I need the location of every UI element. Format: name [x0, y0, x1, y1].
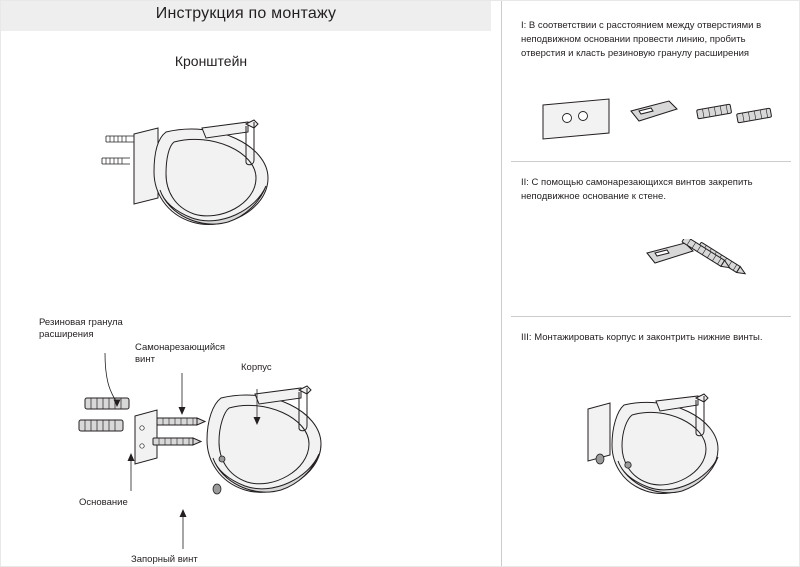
page-subtitle: Кронштейн — [174, 53, 248, 69]
page-title: Инструкция по монтажу — [155, 5, 337, 22]
step-3-text: III: Монтажировать корпус и законтрить нижние винты. — [521, 332, 763, 343]
label-locking-screw: Запорный винт — [131, 554, 198, 565]
step-1-text: I: В соответствии с расстоянием между отверстиями в неподвижном основании провести линию, пробить отверстия и класть резиновую гранулу расширения — [521, 20, 762, 59]
step-2-text: II: С помощью самонарезающихся винтов закрепить неподвижное основание к стене. — [521, 177, 753, 202]
step-divider-2 — [511, 316, 791, 317]
step-1-drawing — [531, 93, 781, 153]
label-rubber-granule: Резиновая гранула расширения — [39, 317, 123, 340]
callout-leaders — [61, 331, 321, 566]
bracket-assembled-drawing — [96, 106, 316, 246]
label-self-tapping-screw: Самонарезающийся винт — [135, 342, 226, 365]
label-base: Основание — [79, 497, 128, 508]
step-divider-1 — [511, 161, 791, 162]
panel-divider — [501, 1, 502, 567]
label-body: Корпус — [241, 362, 272, 373]
step-3-drawing — [566, 391, 746, 521]
step-2-drawing — [641, 239, 771, 295]
